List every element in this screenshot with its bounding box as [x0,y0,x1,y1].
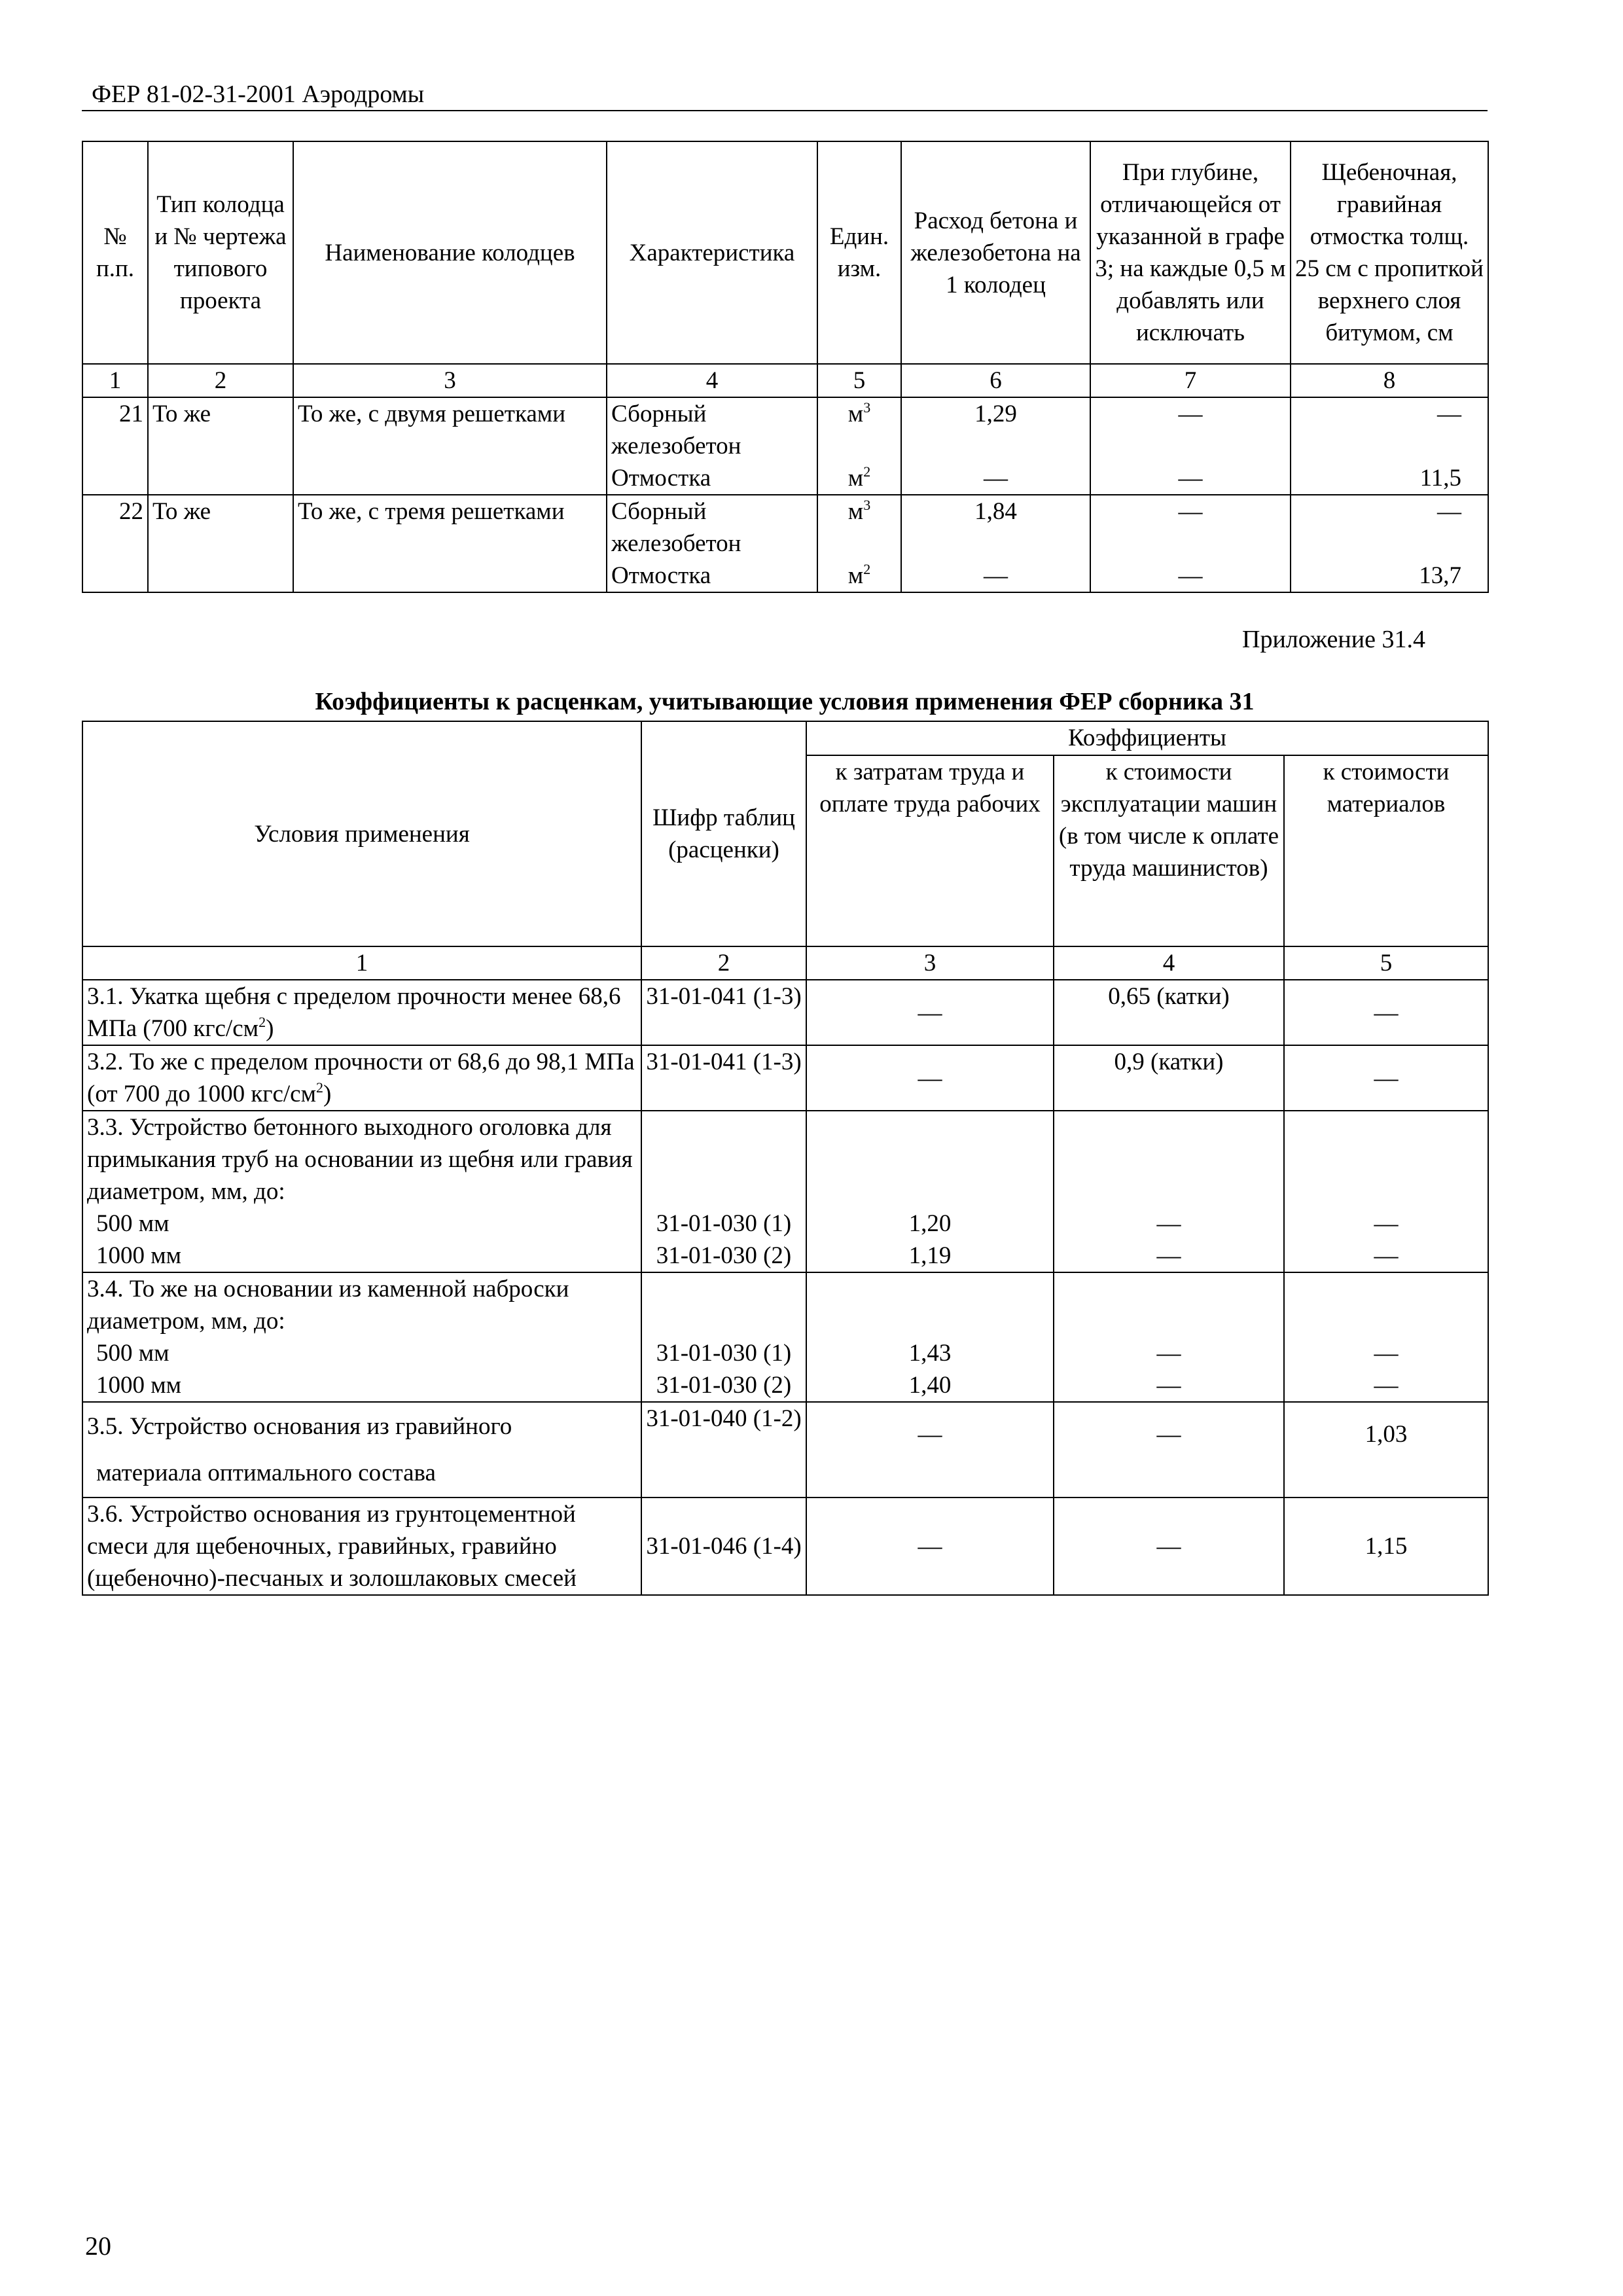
characteristic-2: Отмостка [611,465,711,492]
col-number: 6 [901,364,1090,397]
value: — [1374,1372,1399,1399]
table-row [82,980,1488,1045]
table-row [82,1045,1488,1111]
col-number: 7 [1090,364,1291,397]
characteristic-1: Сборный железобетон [611,401,741,459]
header-code: Шифр таблиц (расценки) [641,721,806,946]
machines-coef: 0,65 (катки) [1054,980,1284,1045]
value: — [984,562,1008,589]
characteristic [607,495,817,592]
value: — [1374,1242,1399,1269]
column-number-row [82,364,1488,397]
concrete-value [901,397,1090,495]
table-row [82,495,1488,592]
value: — [1156,1340,1181,1367]
header-rule [82,110,1488,111]
unit [817,495,901,592]
value: — [1178,562,1203,589]
condition-text: 3.4. То же на основании из каменной наброски диаметром, мм, до: [87,1276,569,1335]
header-characteristic: Характеристика [607,141,817,364]
machines-coef: — [1054,1498,1284,1595]
col-number: 2 [148,364,293,397]
header-name: Наименование колодцев [293,141,607,364]
table-row [82,1498,1488,1595]
concrete-value [901,495,1090,592]
apron-value [1291,397,1488,495]
value: 1,19 [908,1242,952,1269]
table-row [82,1272,1488,1402]
machines-coef [1054,1111,1284,1272]
depth-value [1090,495,1291,592]
value: — [1374,1210,1399,1237]
condition [82,1111,641,1272]
superscript: 2 [259,1014,266,1030]
table-code [641,1272,806,1402]
value: 1,43 [908,1340,952,1367]
value: — [1178,401,1203,427]
unit-2: м [847,562,864,589]
value: — [1374,1340,1399,1367]
value: — [1156,1242,1181,1269]
code: 31-01-030 (2) [656,1242,792,1269]
row-num: 21 [82,397,148,495]
table-code: 31-01-041 (1-3) [641,980,806,1045]
value: — [1178,465,1203,492]
condition: 3.6. Устройство основания из грунтоцементной смеси для щебеночных, гравийных, гравийно (щебеночно)-песчаных и золошлаковых смесей [82,1498,641,1595]
superscript: 2 [316,1079,324,1096]
condition-sub: 500 мм [96,1210,169,1237]
running-header: ФЕР 81-02-31-2001 Аэродромы [92,81,425,108]
labor-coef: — [806,1498,1054,1595]
condition [82,1045,641,1111]
header-coefficients: Коэффициенты [806,721,1488,755]
value: — [1178,498,1203,525]
table-row [82,1402,1488,1498]
value: — [1437,401,1461,427]
coefficients-table-title: Коэффициенты к расценкам, учитывающие условия применения ФЕР сборника 31 [315,688,1255,715]
table-code [641,1111,806,1272]
characteristic-1: Сборный железобетон [611,498,741,557]
col-number: 1 [82,946,641,980]
code: 31-01-030 (2) [656,1372,792,1399]
table-row [82,397,1488,495]
well-type: То же [148,495,293,592]
code: 31-01-030 (1) [656,1340,792,1367]
condition-text: 3.3. Устройство бетонного выходного оголовка для примыкания труб на основании из щебня или гравия диаметром, мм, до: [87,1114,633,1205]
materials-coef: — [1284,980,1488,1045]
value: 1,29 [974,401,1017,427]
table-code: 31-01-041 (1-3) [641,1045,806,1111]
col-number: 3 [293,364,607,397]
col-number: 4 [1054,946,1284,980]
row-num: 22 [82,495,148,592]
condition-text: 3.1. Укатка щебня с пределом прочности менее 68,6 МПа (700 кгс/см [87,983,621,1042]
col-number: 2 [641,946,806,980]
table-code: 31-01-046 (1-4) [641,1498,806,1595]
condition-text-end: ) [266,1015,274,1042]
apron-value [1291,495,1488,592]
materials-coef [1284,1111,1488,1272]
machines-coef [1054,1272,1284,1402]
value: — [1437,498,1461,525]
unit-2: м [847,465,864,492]
unit-1: м [847,401,864,427]
header-materials: к стоимости материалов [1284,755,1488,946]
header-num: № п.п. [82,141,148,364]
condition-text: 3.2. То же с пределом прочности от 68,6 до 98,1 МПа (от 700 до 1000 кгс/см [87,1049,635,1107]
well-name: То же, с двумя решетками [293,397,607,495]
col-number: 3 [806,946,1054,980]
header-gravel-apron: Щебеночная, гравийная отмостка толщ. 25 см с пропиткой верхнего слоя битумом, см [1291,141,1488,364]
condition [82,1402,641,1498]
table-code: 31-01-040 (1-2) [641,1402,806,1498]
column-number-row [82,946,1488,980]
machines-coef: — [1054,1402,1284,1498]
wells-table [82,141,1489,593]
appendix-label: Приложение 31.4 [1242,626,1425,653]
materials-coef: 1,15 [1284,1498,1488,1595]
materials-coef: — [1284,1045,1488,1111]
unit-2-sup: 2 [863,561,871,577]
page-number: 20 [85,2231,111,2261]
header-conditions: Условия применения [82,721,641,946]
code: 31-01-030 (1) [656,1210,792,1237]
machines-coef: 0,9 (катки) [1054,1045,1284,1111]
value: — [1156,1210,1181,1237]
labor-coef [806,1111,1054,1272]
header-type: Тип колодца и № чертежа типового проекта [148,141,293,364]
materials-coef: 1,03 [1284,1402,1488,1498]
value: 11,5 [1419,465,1461,492]
condition-sub: 1000 мм [96,1372,182,1399]
header-concrete-consumption: Расход бетона и железобетона на 1 колодец [901,141,1090,364]
coefficients-table [82,721,1489,1596]
labor-coef: — [806,1045,1054,1111]
condition [82,1272,641,1402]
well-name: То же, с тремя решетками [293,495,607,592]
unit [817,397,901,495]
col-number: 5 [1284,946,1488,980]
value: 1,40 [908,1372,952,1399]
col-number: 5 [817,364,901,397]
unit-1-sup: 3 [863,399,871,416]
condition-text-end: ) [323,1081,332,1107]
table-row [82,1111,1488,1272]
col-number: 1 [82,364,148,397]
characteristic-2: Отмостка [611,562,711,589]
well-type: То же [148,397,293,495]
header-depth-adjustment: При глубине, отличающейся от указанной в графе 3; на каждые 0,5 м добавлять или исключать [1090,141,1291,364]
unit-2-sup: 2 [863,463,871,480]
condition [82,980,641,1045]
unit-1: м [847,498,864,525]
value: — [984,465,1008,492]
materials-coef [1284,1272,1488,1402]
labor-coef: — [806,1402,1054,1498]
value: 1,20 [908,1210,952,1237]
characteristic [607,397,817,495]
labor-coef: — [806,980,1054,1045]
header-labor: к затратам труда и оплате труда рабочих [806,755,1054,946]
header-unit: Един. изм. [817,141,901,364]
condition-text-2: материала оптимального состава [96,1460,436,1486]
value: 1,84 [974,498,1017,525]
condition-sub: 1000 мм [96,1242,182,1269]
value: — [1156,1372,1181,1399]
depth-value [1090,397,1291,495]
value: 13,7 [1419,562,1461,589]
unit-1-sup: 3 [863,497,871,513]
condition-sub: 500 мм [96,1340,169,1367]
condition-text: 3.5. Устройство основания из гравийного [87,1413,512,1440]
col-number: 8 [1291,364,1488,397]
col-number: 4 [607,364,817,397]
labor-coef [806,1272,1054,1402]
header-machines: к стоимости эксплуатации машин (в том числе к оплате труда машинистов) [1054,755,1284,946]
